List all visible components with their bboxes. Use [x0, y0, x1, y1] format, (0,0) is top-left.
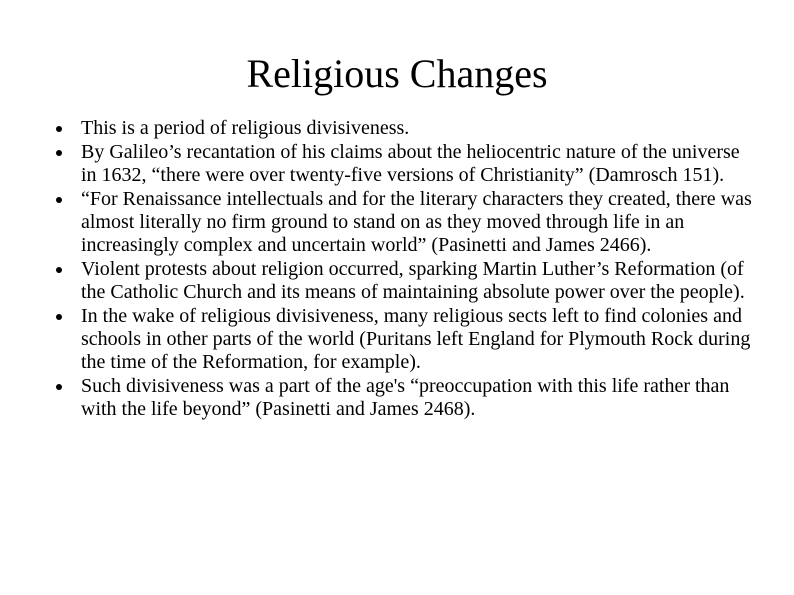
- list-item: [56, 258, 756, 304]
- bullet-text: Such divisiveness was a part of the age's “preoccupation with this life rather than with the life beyond” (Pasinetti and James 2468).: [81, 375, 730, 420]
- slide-title: Religious Changes: [246, 51, 548, 96]
- bullet-icon: [56, 314, 62, 320]
- list-item: [56, 375, 756, 421]
- list-item: [56, 117, 756, 140]
- bullet-icon: [56, 126, 62, 132]
- bullet-icon: [56, 267, 62, 273]
- bullet-text: In the wake of religious divisiveness, many religious sects left to find colonies and schools in other parts of the world (Puritans left England for Plymouth Rock during the time of the Reformation, for example).: [81, 305, 751, 373]
- list-item: [56, 188, 756, 257]
- bullet-icon: [56, 197, 62, 203]
- bullet-text: This is a period of religious divisiveness.: [81, 117, 410, 139]
- list-item: [56, 141, 756, 187]
- bullet-text: Violent protests about religion occurred, sparking Martin Luther’s Reformation (of the Catholic Church and its means of maintaining absolute power over the people).: [81, 258, 745, 303]
- bullet-icon: [56, 150, 62, 156]
- bullet-text: By Galileo’s recantation of his claims about the heliocentric nature of the universe in 1632, “there were over twenty-five versions of Christianity” (Damrosch 151).: [81, 141, 740, 186]
- bullet-list: [56, 117, 756, 422]
- bullet-icon: [56, 384, 62, 390]
- bullet-text: “For Renaissance intellectuals and for the literary characters they created, there was almost literally no firm ground to stand on as they moved through life in an increasingly complex and uncertain world” (Pasinetti and James 2466).: [81, 188, 752, 256]
- list-item: [56, 305, 756, 374]
